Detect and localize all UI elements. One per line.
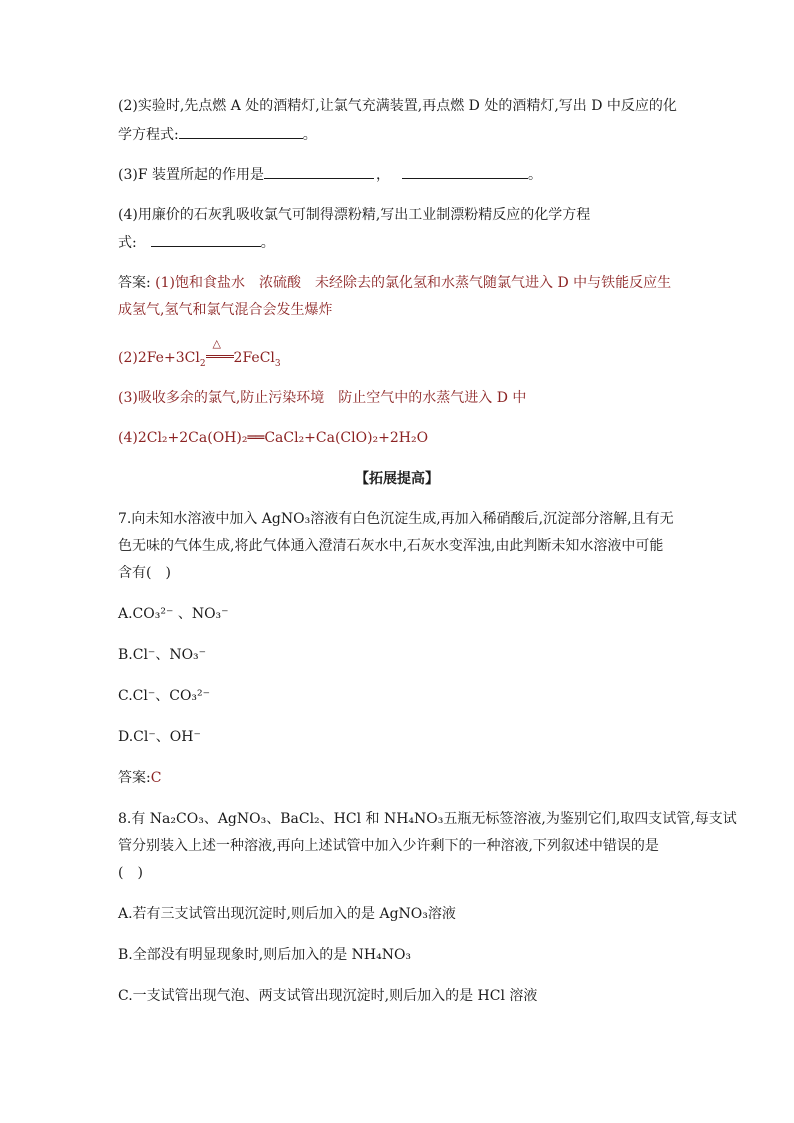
reaction-arrow bbox=[206, 337, 234, 362]
q6-part4-line1: (4)用廉价的石灰乳吸收氯气可制得漂粉精,写出工业制漂粉精反应的化学方程 bbox=[118, 207, 591, 223]
q6-part3-sep: ， bbox=[376, 167, 390, 183]
answer6-part4: (4)2Cl₂+2Ca(OH)₂══CaCl₂+Ca(ClO)₂+2H₂O bbox=[118, 430, 429, 446]
q8-stem-line2: 管分别装入上述一种溶液,再向上述试管中加入少许剩下的一种溶液,下列叙述中错误的是 bbox=[118, 838, 659, 854]
answer6-part2-product-sub: 3 bbox=[274, 358, 281, 369]
q7-stem-line2: 色无味的气体生成,将此气体通入澄清石灰水中,石灰水变浑浊,由此判断未知水溶液中可能 bbox=[118, 538, 664, 554]
q6-part3-blank1 bbox=[264, 164, 374, 179]
q7-option-a: A.CO₃²⁻ 、NO₃⁻ bbox=[118, 606, 229, 622]
heat-condition-icon: △ bbox=[212, 337, 222, 350]
q8-option-b: B.全部没有明显现象时,则后加入的是 NH₄NO₃ bbox=[118, 947, 412, 963]
q6-part4-label: 式: bbox=[118, 235, 137, 251]
q7-stem-line3: 含有( ) bbox=[118, 565, 171, 581]
q6-part4-line2 bbox=[118, 232, 275, 253]
q6-part3-text: (3)F 装置所起的作用是 bbox=[118, 167, 264, 183]
q7-option-d: D.Cl⁻、OH⁻ bbox=[118, 729, 201, 745]
q7-option-c: C.Cl⁻、CO₃²⁻ bbox=[118, 688, 211, 704]
q7-answer bbox=[118, 768, 161, 788]
q8-stem-line1: 8.有 Na₂CO₃、AgNO₃、BaCl₂、HCl 和 NH₄NO₃五瓶无标签溶液,为鉴别它们,取四支试管,每支试 bbox=[118, 811, 737, 827]
q6-part3-end: 。 bbox=[528, 167, 542, 183]
answer6-part2-product: 2FeCl bbox=[233, 350, 275, 366]
q6-part2-label: 学方程式: bbox=[118, 127, 179, 143]
q8-stem-line3: ( ) bbox=[118, 865, 143, 881]
q7-answer-value: C bbox=[150, 770, 162, 786]
answer6-part1-line2: 成氢气,氢气和氯气混合会发生爆炸 bbox=[118, 302, 333, 318]
q6-part2-line2 bbox=[118, 124, 317, 145]
q6-part3 bbox=[118, 164, 542, 185]
section-title: 【拓展提高】 bbox=[355, 471, 439, 487]
answer6-part1-line1: (1)饱和食盐水 浓硫酸 未经除去的氯化氢和水蒸气随氯气进入 D 中与铁能反应生 bbox=[155, 275, 672, 291]
q6-part2-end: 。 bbox=[302, 127, 317, 143]
answer6-part2 bbox=[118, 337, 281, 369]
answer6-label: 答案: bbox=[118, 275, 151, 291]
answer6-line1 bbox=[118, 273, 671, 293]
q7-option-b: B.Cl⁻、NO₃⁻ bbox=[118, 647, 207, 663]
q6-part2-line1: (2)实验时,先点燃 A 处的酒精灯,让氯气充满装置,再点燃 D 处的酒精灯,写出 D 中反应的化 bbox=[118, 98, 677, 114]
answer6-part3: (3)吸收多余的氯气,防止污染环境 防止空气中的水蒸气进入 D 中 bbox=[118, 390, 527, 406]
q8-option-a: A.若有三支试管出现沉淀时,则后加入的是 AgNO₃溶液 bbox=[118, 906, 456, 922]
q8-option-c: C.一支试管出现气泡、两支试管出现沉淀时,则后加入的是 HCl 溶液 bbox=[118, 988, 538, 1004]
q6-part3-blank2 bbox=[402, 164, 528, 179]
q6-part4-end: 。 bbox=[260, 235, 275, 251]
q6-part4-blank bbox=[151, 232, 261, 247]
q7-answer-label: 答案: bbox=[118, 770, 151, 786]
answer6-part2-reactants: (2)2Fe+3Cl bbox=[118, 350, 200, 366]
answer6-part2-sub: 2 bbox=[199, 358, 206, 369]
q6-part2-blank bbox=[179, 124, 303, 139]
q7-stem-line1: 7.向未知水溶液中加入 AgNO₃溶液有白色沉淀生成,再加入稀硝酸后,沉淀部分溶解,且有无 bbox=[118, 511, 674, 527]
